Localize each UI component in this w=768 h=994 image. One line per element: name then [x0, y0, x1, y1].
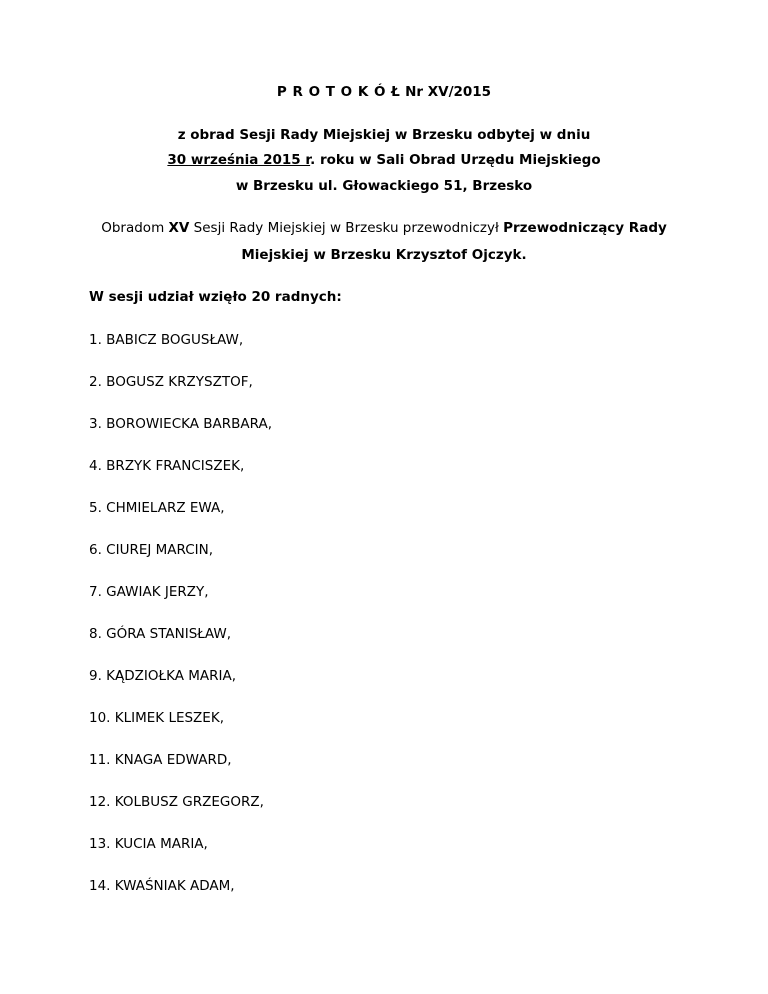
- list-item: 11. KNAGA EDWARD,: [89, 752, 232, 768]
- subtitle-line-1: z obrad Sesji Rady Miejskiej w Brzesku odbytej w dniu: [177, 127, 591, 143]
- intro-text-2: Sesji Rady Miejskiej w Brzesku przewodniczył: [189, 220, 504, 236]
- list-item: 3. BOROWIECKA BARBARA,: [89, 416, 272, 432]
- list-item: 7. GAWIAK JERZY,: [89, 584, 209, 600]
- list-item: 6. CIUREJ MARCIN,: [89, 542, 214, 558]
- list-item: 4. BRZYK FRANCISZEK,: [89, 458, 245, 474]
- list-item: 13. KUCIA MARIA,: [89, 836, 208, 852]
- title-protokol: P R O T O K Ó Ł: [276, 84, 401, 100]
- intro-text-1: Obradom: [101, 220, 169, 236]
- intro-line-2: Miejskiej w Brzesku Krzysztof Ojczyk.: [241, 247, 527, 263]
- list-item: 9. KĄDZIOŁKA MARIA,: [89, 668, 237, 684]
- list-item: 1. BABICZ BOGUSŁAW,: [89, 332, 244, 348]
- title-number: Nr XV/2015: [405, 84, 492, 100]
- list-item: 8. GÓRA STANISŁAW,: [89, 626, 231, 642]
- document-title: [0, 84, 768, 100]
- intro-line-1: [0, 220, 768, 236]
- subtitle-line-3: w Brzesku ul. Głowackiego 51, Brzesko: [235, 178, 533, 194]
- session-date: 30 września 2015 r: [167, 152, 311, 168]
- list-item: 10. KLIMEK LESZEK,: [89, 710, 224, 726]
- intro-chair-role: Przewodniczący Rady: [503, 220, 667, 236]
- list-item: 12. KOLBUSZ GRZEGORZ,: [89, 794, 264, 810]
- members-list: [89, 332, 272, 920]
- attendance-heading: W sesji udział wzięło 20 radnych:: [89, 289, 342, 305]
- intro-session-number: XV: [168, 220, 190, 236]
- list-item: 2. BOGUSZ KRZYSZTOF,: [89, 374, 253, 390]
- list-item: 14. KWAŚNIAK ADAM,: [89, 878, 235, 894]
- subtitle-line-2: [0, 152, 768, 168]
- subtitle-line-2-rest: . roku w Sali Obrad Urzędu Miejskiego: [310, 152, 601, 168]
- list-item: 5. CHMIELARZ EWA,: [89, 500, 225, 516]
